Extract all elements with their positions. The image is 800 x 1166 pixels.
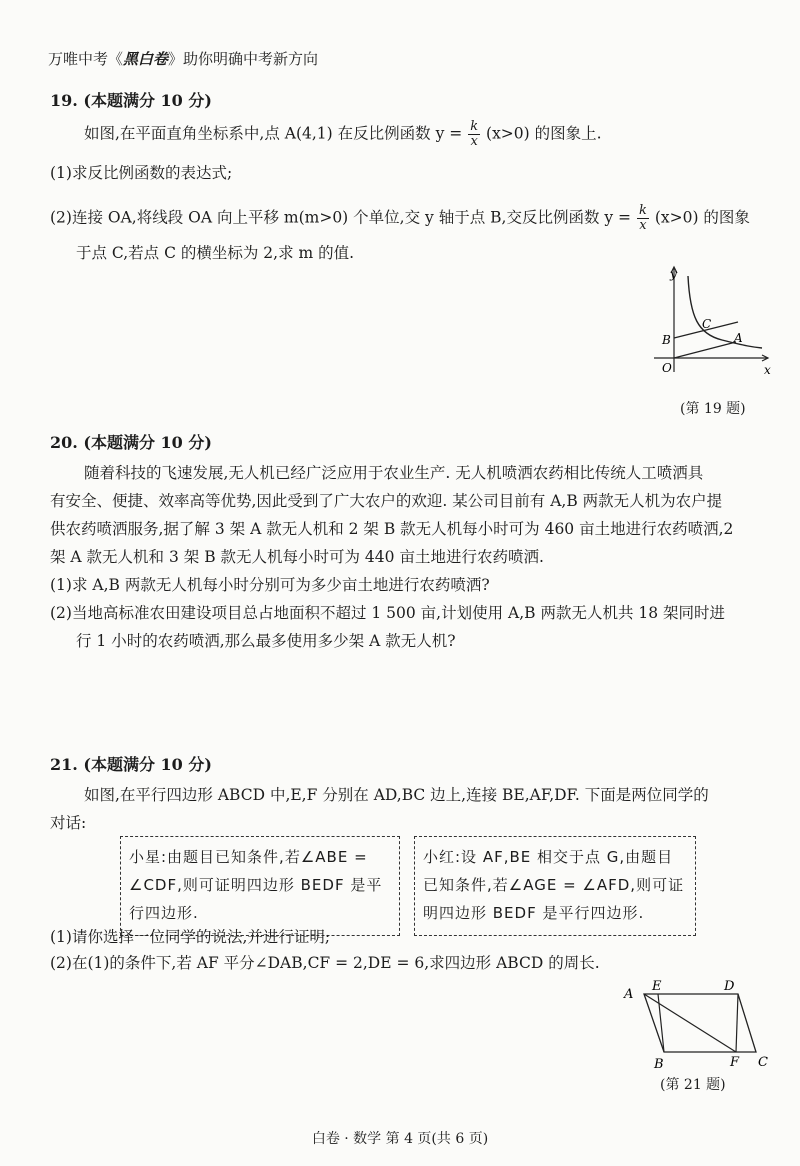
q20-line-3: 供农药喷洒服务,据了解 3 架 A 款无人机和 2 架 B 款无人机每小时可为 460 亩土地进行农药喷洒,2 <box>50 520 734 538</box>
q19-frac-num-1: k <box>470 119 479 134</box>
q20-part2: (2)当地高标准农田建设项目总占地面积不超过 1 500 亩,计划使用 A,B 两款无人机共 18 架同时进 <box>50 604 726 622</box>
q19-intro-b: (x>0) 的图象上. <box>486 124 602 143</box>
q19-p2-b: (x>0) 的图象 <box>654 208 750 227</box>
label-e: E <box>652 979 662 994</box>
label-c: C <box>702 317 712 331</box>
header-suffix: 》助你明确中考新方向 <box>168 50 319 68</box>
q21-intro-1: 如图,在平行四边形 ABCD 中,E,F 分别在 AD,BC 边上,连接 BE,AF,DF. 下面是两位同学的 <box>84 786 709 804</box>
hyperbola-curve <box>688 276 762 348</box>
label-c: C <box>758 1055 768 1070</box>
label-a: A <box>624 987 634 1002</box>
label-b: B <box>662 333 671 347</box>
label-o: O <box>662 361 672 375</box>
q19-frac-num-2: k <box>638 203 647 218</box>
label-y: y <box>670 267 677 281</box>
label-b: B <box>654 1057 664 1070</box>
q19-heading: 19. (本题满分 10 分) <box>50 91 212 110</box>
q21-figure <box>620 978 780 1070</box>
q20-part1: (1)求 A,B 两款无人机每小时分别可为多少亩土地进行农药喷洒? <box>50 576 490 594</box>
q19-part2 <box>50 204 750 233</box>
q21-intro-2: 对话: <box>50 814 87 832</box>
q20-part2-cont: 行 1 小时的农药喷洒,那么最多使用多少架 A 款无人机? <box>76 632 456 650</box>
label-x: x <box>764 363 771 377</box>
q19-intro-a: 如图,在平面直角坐标系中,点 A(4,1) 在反比例函数 y = <box>84 124 463 143</box>
q20-line-2: 有安全、便捷、效率高等优势,因此受到了广大农户的欢迎. 某公司目前有 A,B 两款无人机为农户提 <box>50 492 723 510</box>
page-footer: 白卷 · 数学 第 4 页(共 6 页) <box>311 1131 489 1147</box>
dialog-xiaohong: 小红:设 AF,BE 相交于点 G,由题目已知条件,若∠AGE = ∠AFD,则可证明四边形 BEDF 是平行四边形. <box>414 836 696 936</box>
q19-p2-a: (2)连接 OA,将线段 OA 向上平移 m(m>0) 个单位,交 y 轴于点 B,交反比例函数 y = <box>50 208 632 227</box>
q21-part1: (1)请你选择一位同学的说法,并进行证明; <box>50 928 331 946</box>
q19-fraction-2 <box>637 204 649 233</box>
segment-df <box>736 994 738 1052</box>
q19-frac-den-1: x <box>470 134 478 149</box>
q20-line-4: 架 A 款无人机和 3 架 B 款无人机每小时可为 440 亩土地进行农药喷洒. <box>50 548 544 566</box>
page-header <box>48 48 318 69</box>
label-d: D <box>724 979 735 994</box>
header-emphasis: 黑白卷 <box>123 50 169 68</box>
q19-fraction-1 <box>468 120 480 149</box>
dialog-xiaoxing: 小星:由题目已知条件,若∠ABE = ∠CDF,则可证明四边形 BEDF 是平行四边形. <box>120 836 400 936</box>
q21-caption: (第 21 题) <box>660 1077 726 1093</box>
q19-frac-den-2: x <box>639 218 647 233</box>
q20-line-1: 随着科技的飞速发展,无人机已经广泛应用于农业生产. 无人机喷洒农药相比传统人工喷洒具 <box>84 464 704 482</box>
q19-part1: (1)求反比例函数的表达式; <box>50 164 233 182</box>
q21-part2: (2)在(1)的条件下,若 AF 平分∠DAB,CF = 2,DE = 6,求四边形 ABCD 的周长. <box>50 954 600 972</box>
q21-heading: 21. (本题满分 10 分) <box>50 755 212 774</box>
q19-figure <box>640 262 780 387</box>
q19-intro <box>84 120 602 149</box>
label-a: A <box>734 331 743 345</box>
q19-caption: (第 19 题) <box>680 401 746 417</box>
segment-af <box>644 994 736 1052</box>
header-prefix: 万唯中考《 <box>48 50 124 68</box>
segment-oa <box>674 342 736 358</box>
label-f: F <box>730 1055 740 1070</box>
q20-heading: 20. (本题满分 10 分) <box>50 433 212 452</box>
q19-part2-cont: 于点 C,若点 C 的横坐标为 2,求 m 的值. <box>76 244 355 262</box>
